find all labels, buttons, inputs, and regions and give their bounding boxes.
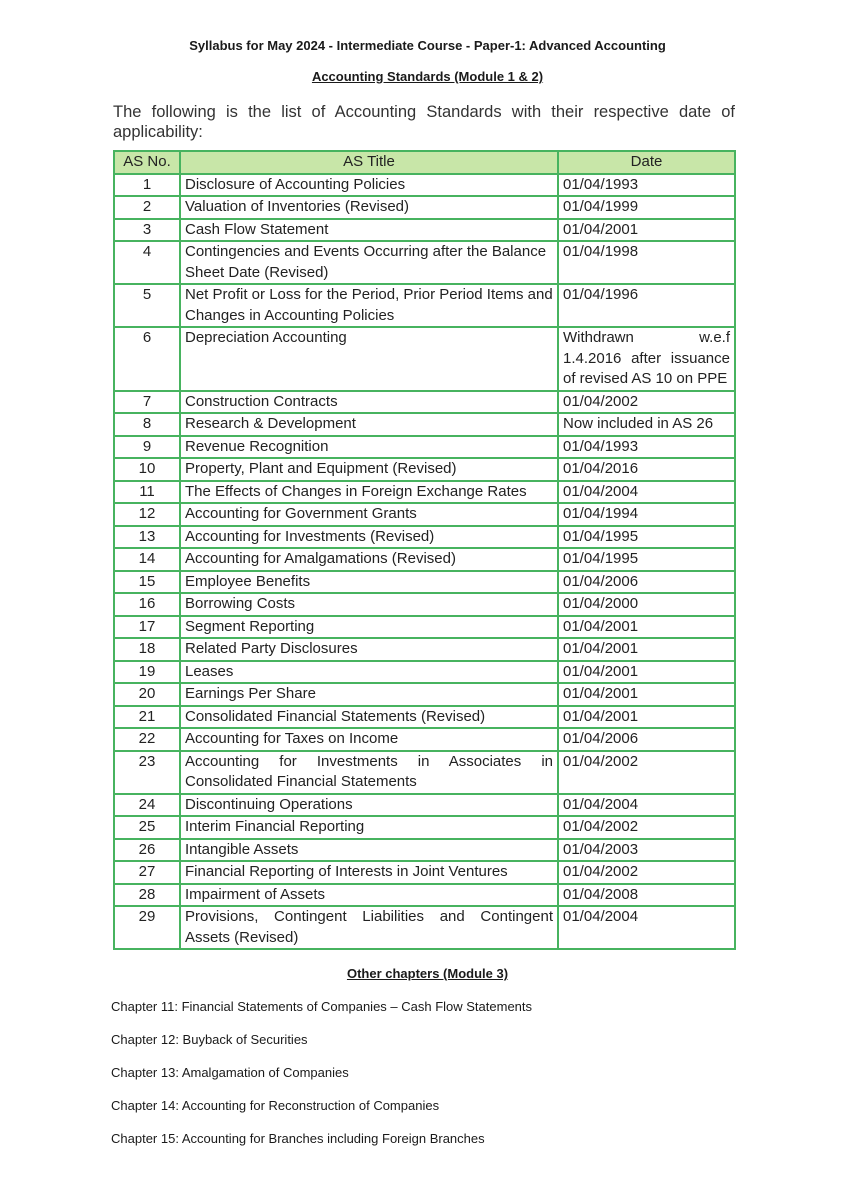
as-number-cell: 10 <box>114 458 180 481</box>
table-row <box>114 906 735 949</box>
date-cell: 01/04/1993 <box>558 436 735 459</box>
table-row <box>114 219 735 242</box>
table-row <box>114 436 735 459</box>
table-row <box>114 683 735 706</box>
table-row <box>114 174 735 197</box>
as-number-cell: 2 <box>114 196 180 219</box>
as-number-cell: 17 <box>114 616 180 639</box>
table-row <box>114 526 735 549</box>
as-number-cell: 18 <box>114 638 180 661</box>
date-cell: Withdrawn w.e.f 1.4.2016 after issuance of revised AS 10 on PPE <box>558 327 735 391</box>
intro-paragraph: The following is the list of Accounting Standards with their respective date of applicability: <box>113 103 735 141</box>
date-cell: 01/04/1993 <box>558 174 735 197</box>
table-body <box>114 174 735 950</box>
column-header-as-title: AS Title <box>180 151 558 174</box>
as-title-cell: Research & Development <box>180 413 558 436</box>
as-title-cell: Impairment of Assets <box>180 884 558 907</box>
date-cell: 01/04/2001 <box>558 638 735 661</box>
chapter-item: Chapter 12: Buyback of Securities <box>111 1032 308 1047</box>
table-row <box>114 548 735 571</box>
as-title-cell: Revenue Recognition <box>180 436 558 459</box>
date-cell: 01/04/1999 <box>558 196 735 219</box>
table-row <box>114 839 735 862</box>
as-number-cell: 7 <box>114 391 180 414</box>
as-title-cell: Disclosure of Accounting Policies <box>180 174 558 197</box>
chapter-item: Chapter 13: Amalgamation of Companies <box>111 1065 349 1080</box>
table-row <box>114 391 735 414</box>
date-cell: 01/04/2004 <box>558 481 735 504</box>
as-number-cell: 15 <box>114 571 180 594</box>
as-number-cell: 19 <box>114 661 180 684</box>
table-header-row <box>114 151 735 174</box>
date-cell: 01/04/2002 <box>558 391 735 414</box>
as-title-cell: Accounting for Investments (Revised) <box>180 526 558 549</box>
table-row <box>114 616 735 639</box>
date-cell: 01/04/2003 <box>558 839 735 862</box>
chapter-item: Chapter 11: Financial Statements of Companies – Cash Flow Statements <box>111 999 533 1014</box>
as-number-cell: 3 <box>114 219 180 242</box>
table-row <box>114 751 735 794</box>
as-number-cell: 11 <box>114 481 180 504</box>
date-cell: Now included in AS 26 <box>558 413 735 436</box>
as-number-cell: 22 <box>114 728 180 751</box>
date-cell: 01/04/1995 <box>558 548 735 571</box>
date-cell: 01/04/2001 <box>558 706 735 729</box>
as-number-cell: 21 <box>114 706 180 729</box>
accounting-standards-table <box>113 150 736 950</box>
date-cell: 01/04/2006 <box>558 728 735 751</box>
date-cell: 01/04/2004 <box>558 906 735 949</box>
date-cell: 01/04/1996 <box>558 284 735 327</box>
as-title-cell: Financial Reporting of Interests in Joint Ventures <box>180 861 558 884</box>
as-number-cell: 1 <box>114 174 180 197</box>
as-title-cell: Related Party Disclosures <box>180 638 558 661</box>
table-row <box>114 241 735 284</box>
date-cell: 01/04/2006 <box>558 571 735 594</box>
date-cell: 01/04/2001 <box>558 219 735 242</box>
as-number-cell: 14 <box>114 548 180 571</box>
as-title-cell: The Effects of Changes in Foreign Exchange Rates <box>180 481 558 504</box>
date-cell: 01/04/1995 <box>558 526 735 549</box>
table-row <box>114 661 735 684</box>
as-number-cell: 29 <box>114 906 180 949</box>
table-row <box>114 196 735 219</box>
as-number-cell: 8 <box>114 413 180 436</box>
as-number-cell: 24 <box>114 794 180 817</box>
as-title-cell: Contingencies and Events Occurring after the Balance Sheet Date (Revised) <box>180 241 558 284</box>
table-row <box>114 571 735 594</box>
date-cell: 01/04/2002 <box>558 751 735 794</box>
column-header-as-no: AS No. <box>114 151 180 174</box>
as-title-cell: Depreciation Accounting <box>180 327 558 391</box>
date-cell: 01/04/1998 <box>558 241 735 284</box>
column-header-date: Date <box>558 151 735 174</box>
date-cell: 01/04/2002 <box>558 861 735 884</box>
table-row <box>114 638 735 661</box>
table-row <box>114 327 735 391</box>
table-row <box>114 728 735 751</box>
as-title-cell: Accounting for Taxes on Income <box>180 728 558 751</box>
chapter-item: Chapter 14: Accounting for Reconstruction of Companies <box>111 1098 440 1113</box>
as-title-cell: Intangible Assets <box>180 839 558 862</box>
date-cell: 01/04/2004 <box>558 794 735 817</box>
as-title-cell: Valuation of Inventories (Revised) <box>180 196 558 219</box>
as-number-cell: 6 <box>114 327 180 391</box>
as-number-cell: 13 <box>114 526 180 549</box>
as-number-cell: 12 <box>114 503 180 526</box>
as-title-cell: Segment Reporting <box>180 616 558 639</box>
as-title-cell: Consolidated Financial Statements (Revised) <box>180 706 558 729</box>
as-number-cell: 16 <box>114 593 180 616</box>
as-title-cell: Provisions, Contingent Liabilities and Contingent Assets (Revised) <box>180 906 558 949</box>
table-row <box>114 593 735 616</box>
date-cell: 01/04/1994 <box>558 503 735 526</box>
as-number-cell: 26 <box>114 839 180 862</box>
date-cell: 01/04/2001 <box>558 616 735 639</box>
as-title-cell: Construction Contracts <box>180 391 558 414</box>
chapter-item: Chapter 15: Accounting for Branches including Foreign Branches <box>111 1131 485 1146</box>
section-heading-accounting-standards: Accounting Standards (Module 1 & 2) <box>311 69 544 84</box>
date-cell: 01/04/2000 <box>558 593 735 616</box>
as-title-cell: Interim Financial Reporting <box>180 816 558 839</box>
table-row <box>114 706 735 729</box>
as-number-cell: 20 <box>114 683 180 706</box>
as-title-cell: Accounting for Government Grants <box>180 503 558 526</box>
as-title-cell: Net Profit or Loss for the Period, Prior Period Items and Changes in Accounting Policies <box>180 284 558 327</box>
date-cell: 01/04/2001 <box>558 661 735 684</box>
table-row <box>114 458 735 481</box>
as-number-cell: 28 <box>114 884 180 907</box>
as-title-cell: Borrowing Costs <box>180 593 558 616</box>
section-heading-other-chapters: Other chapters (Module 3) <box>346 966 509 981</box>
table-row <box>114 884 735 907</box>
as-title-cell: Leases <box>180 661 558 684</box>
table-row <box>114 794 735 817</box>
document-title: Syllabus for May 2024 - Intermediate Course - Paper-1: Advanced Accounting <box>189 38 666 53</box>
date-cell: 01/04/2001 <box>558 683 735 706</box>
date-cell: 01/04/2008 <box>558 884 735 907</box>
as-number-cell: 5 <box>114 284 180 327</box>
as-title-cell: Accounting for Investments in Associates in Consolidated Financial Statements <box>180 751 558 794</box>
table-row <box>114 861 735 884</box>
as-number-cell: 4 <box>114 241 180 284</box>
as-title-cell: Property, Plant and Equipment (Revised) <box>180 458 558 481</box>
as-title-cell: Earnings Per Share <box>180 683 558 706</box>
as-number-cell: 23 <box>114 751 180 794</box>
table-row <box>114 481 735 504</box>
as-number-cell: 27 <box>114 861 180 884</box>
table-row <box>114 503 735 526</box>
as-number-cell: 9 <box>114 436 180 459</box>
table-row <box>114 816 735 839</box>
table-row <box>114 284 735 327</box>
table-row <box>114 413 735 436</box>
date-cell: 01/04/2002 <box>558 816 735 839</box>
as-title-cell: Cash Flow Statement <box>180 219 558 242</box>
date-cell: 01/04/2016 <box>558 458 735 481</box>
as-number-cell: 25 <box>114 816 180 839</box>
as-title-cell: Accounting for Amalgamations (Revised) <box>180 548 558 571</box>
as-title-cell: Employee Benefits <box>180 571 558 594</box>
as-title-cell: Discontinuing Operations <box>180 794 558 817</box>
